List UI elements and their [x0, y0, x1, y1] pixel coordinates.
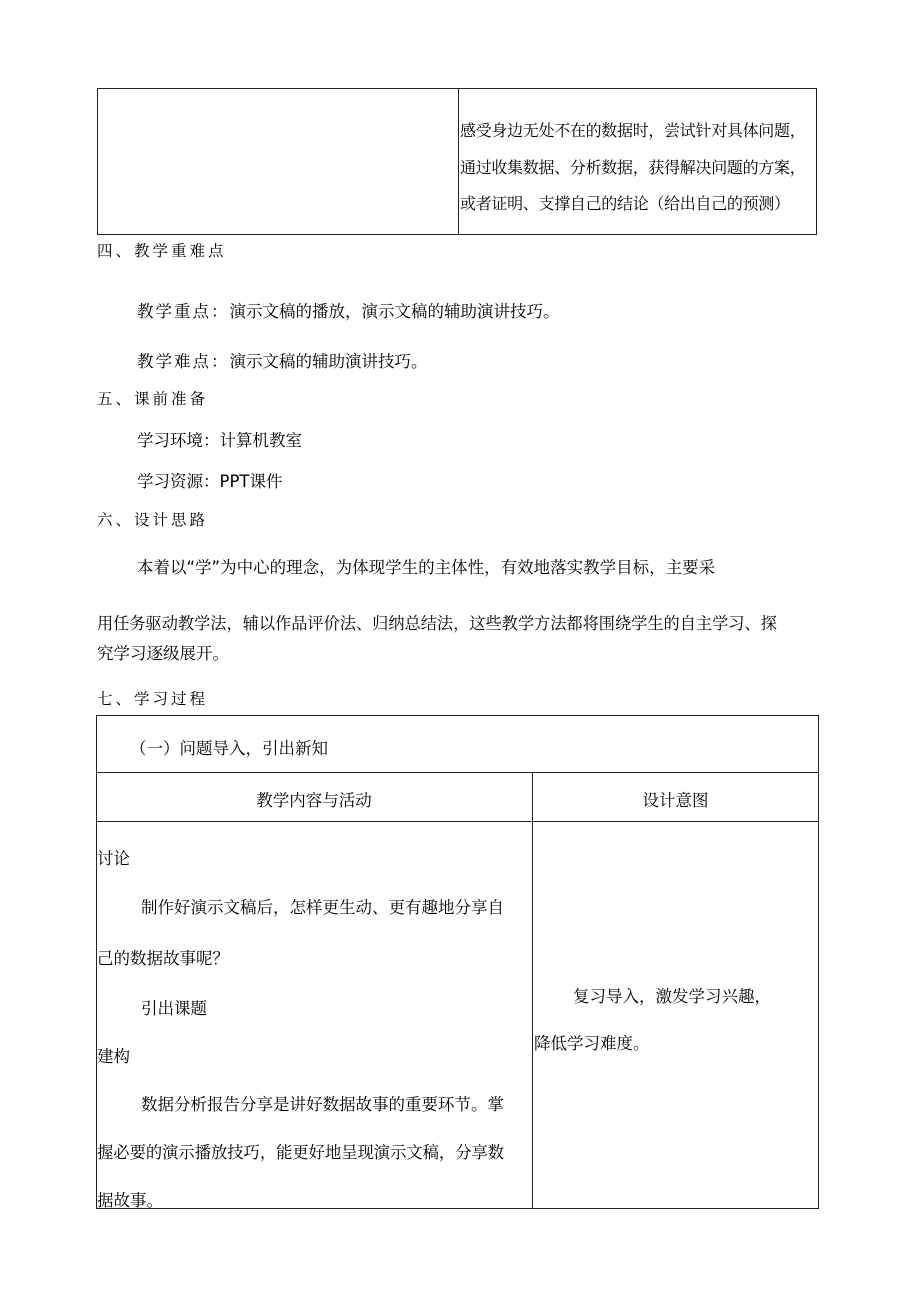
- col2-header: 设计意图: [642, 791, 709, 810]
- left-line-build: 建构: [97, 1047, 130, 1066]
- right-line-1: 复习导入，激发学习兴趣，: [573, 987, 771, 1006]
- left-line-8: 据故事。: [97, 1191, 163, 1210]
- top-table-divider: [458, 88, 459, 235]
- section4-heading: 四、教学重难点: [97, 242, 227, 260]
- left-line-discuss: 讨论: [97, 849, 130, 868]
- difficult-point: [137, 348, 428, 372]
- design-idea-line-1: 本着以“学”为中心的理念，为体现学生的主体性，有效地落实教学目标，主要采: [137, 558, 716, 577]
- key-point-text: 演示文稿的播放，演示文稿的辅助演讲技巧。: [229, 302, 560, 321]
- section5-heading: 五、课前准备: [97, 390, 209, 408]
- process-table-column-divider: [532, 772, 533, 1209]
- left-line-7: 握必要的演示播放技巧，能更好地呈现演示文稿，分享数: [97, 1143, 505, 1162]
- left-line-4: 引出课题: [141, 999, 207, 1018]
- difficult-point-text: 演示文稿的辅助演讲技巧。: [229, 352, 428, 371]
- col1-header: 教学内容与活动: [256, 791, 372, 810]
- design-idea-line-2: 用任务驱动教学法，辅以作品评价法、归纳总结法，这些教学方法都将围绕学生的自主学习、探: [97, 614, 777, 633]
- left-line-2: 制作好演示文稿后，怎样更生动、更有趣地分享自: [141, 898, 504, 917]
- right-line-2: 降低学习难度。: [534, 1034, 650, 1053]
- left-line-3: 己的数据故事呢？: [97, 949, 229, 968]
- section7-heading: 七、学习过程: [97, 690, 209, 708]
- difficult-point-label: 教学难点：: [137, 352, 230, 371]
- design-idea-line-3: 究学习逐级展开。: [97, 644, 229, 663]
- top-table-right-line-2: 通过收集数据、分析数据，获得解决问题的方案，: [460, 158, 806, 177]
- learning-resource: 学习资源：PPT课件: [137, 472, 283, 491]
- learning-environment: 学习环境：计算机教室: [137, 431, 302, 450]
- top-table-right-line-3: 或者证明、支撑自己的结论（给出自己的预测）: [460, 194, 790, 213]
- section6-heading: 六、设计思路: [97, 511, 209, 529]
- key-point-label: 教学重点：: [137, 302, 230, 321]
- left-line-6: 数据分析报告分享是讲好数据故事的重要环节。掌: [141, 1095, 504, 1114]
- key-point: [137, 298, 560, 322]
- top-table-right-line-1: 感受身边无处不在的数据时，尝试针对具体问题，: [460, 121, 806, 140]
- process-table-title: （一）问题导入，引出新知: [130, 739, 328, 758]
- process-table-rule-2: [96, 821, 819, 822]
- process-table-rule-1: [96, 772, 819, 773]
